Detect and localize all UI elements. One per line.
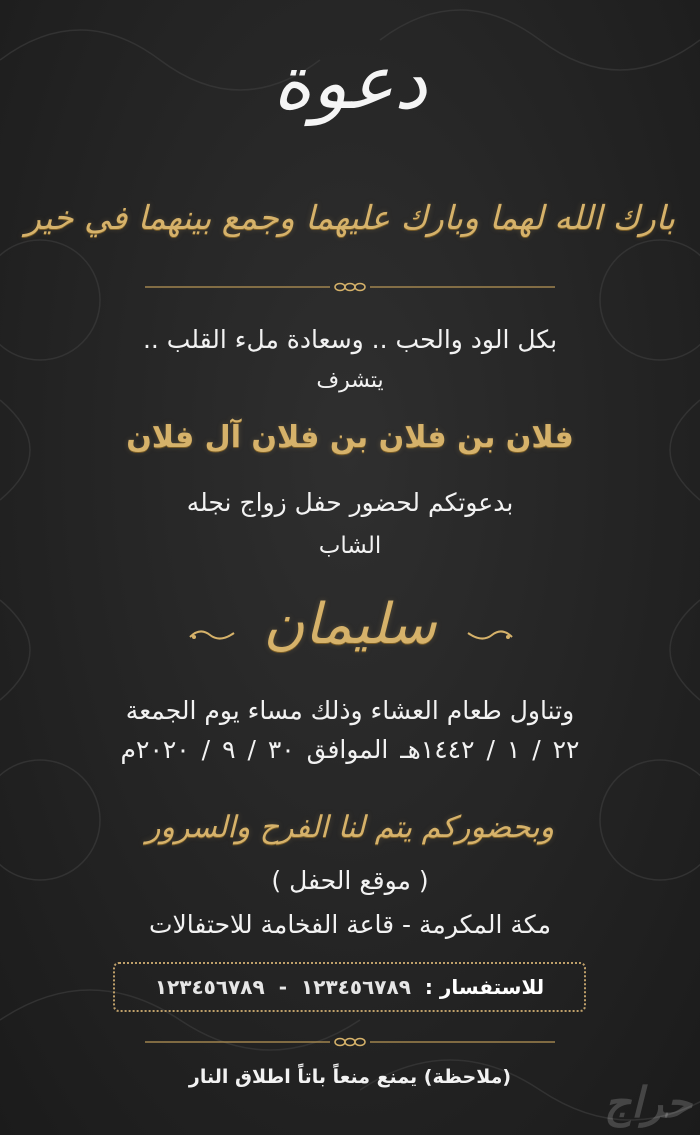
closing-calligraphy: وبحضوركم يتم لنا الفرح والسرور xyxy=(145,810,555,845)
swirl-ornament-right xyxy=(466,625,514,645)
contact-label: للاستفسار : xyxy=(424,975,545,999)
groom-title: الشاب xyxy=(318,533,382,559)
venue-label: ( موقع الحفل ) xyxy=(271,866,429,895)
contact-separator: - xyxy=(278,975,288,999)
invitation-line: بدعوتكم لحضور حفل زواج نجله xyxy=(186,488,514,517)
dinner-line: وتناول طعام العشاء وذلك مساء يوم الجمعة xyxy=(125,696,575,725)
invitation-title: دعوة xyxy=(272,40,428,126)
honored-line: يتشرف xyxy=(316,368,384,393)
contact-box xyxy=(113,962,586,1012)
blessing-calligraphy: بارك الله لهما وبارك عليهما وجمع بينهما في خير xyxy=(24,198,676,237)
watermark-logo: حراج xyxy=(604,1078,692,1127)
note-text: (ملاحظة) يمنع منعاً باتاً اطلاق النار xyxy=(188,1066,512,1088)
host-name: فلان بن فلان بن فلان آل فلان xyxy=(126,420,574,455)
ornamental-divider-top xyxy=(0,277,700,297)
greeting-line: بكل الود والحب .. وسعادة ملء القلب .. xyxy=(142,325,558,354)
groom-name: سليمان xyxy=(263,592,437,657)
ornamental-divider-bottom xyxy=(0,1032,700,1052)
event-date: ٢٢ / ١ / ١٤٤٢هـ الموافق ٣٠ / ٩ / ٢٠٢٠م xyxy=(120,735,580,764)
contact-phone-2[interactable]: ١٢٣٤٥٦٧٨٩ xyxy=(154,975,265,999)
venue-name: مكة المكرمة - قاعة الفخامة للاحتفالات xyxy=(148,910,551,939)
contact-phone-1[interactable]: ١٢٣٤٥٦٧٨٩ xyxy=(301,975,411,999)
